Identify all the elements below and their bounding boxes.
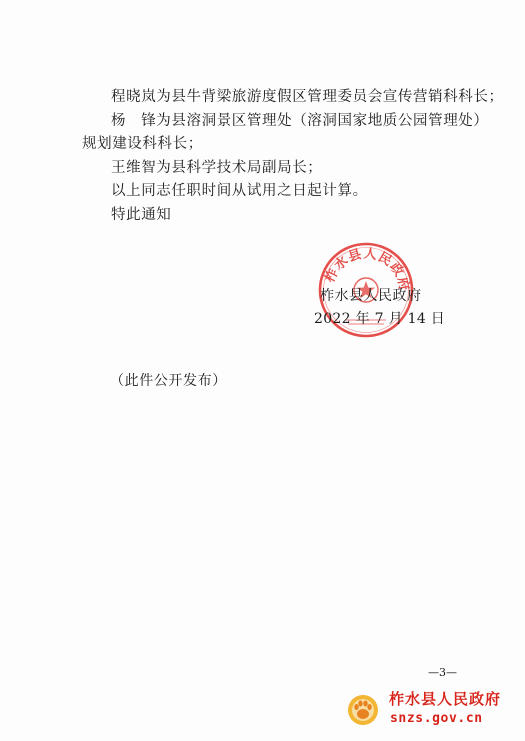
signature-date: 2022 年 7 月 14 日 — [314, 311, 446, 327]
paragraph-appointment-3: 王维智为县科学技术局副局长； — [111, 159, 323, 176]
palm-icon — [347, 694, 379, 726]
paragraph-effective-date: 以上同志任职时间从试用之日起计算。 — [111, 183, 368, 199]
paragraph-closing: 特此通知 — [111, 206, 172, 223]
svg-text:柞水县人民政府: 柞水县人民政府 — [322, 246, 412, 293]
page-number: —3— — [428, 666, 457, 679]
document-body — [82, 86, 504, 227]
watermark-site-name: 柞水县人民政府 — [389, 690, 502, 708]
paragraph-appointment-1: 程晓岚为县牛背梁旅游度假区管理委员会宣传营销科科长； — [111, 89, 504, 105]
publication-note: （此件公开发布） — [110, 373, 227, 389]
watermark-site-url: snzs.gov.cn — [390, 711, 483, 726]
signature-organization: 柞水县人民政府 — [320, 288, 422, 304]
paragraph-appointment-2: 杨 锋为县溶洞景区管理处（溶洞国家地质公园管理处）规划建设科科长； — [82, 112, 482, 152]
